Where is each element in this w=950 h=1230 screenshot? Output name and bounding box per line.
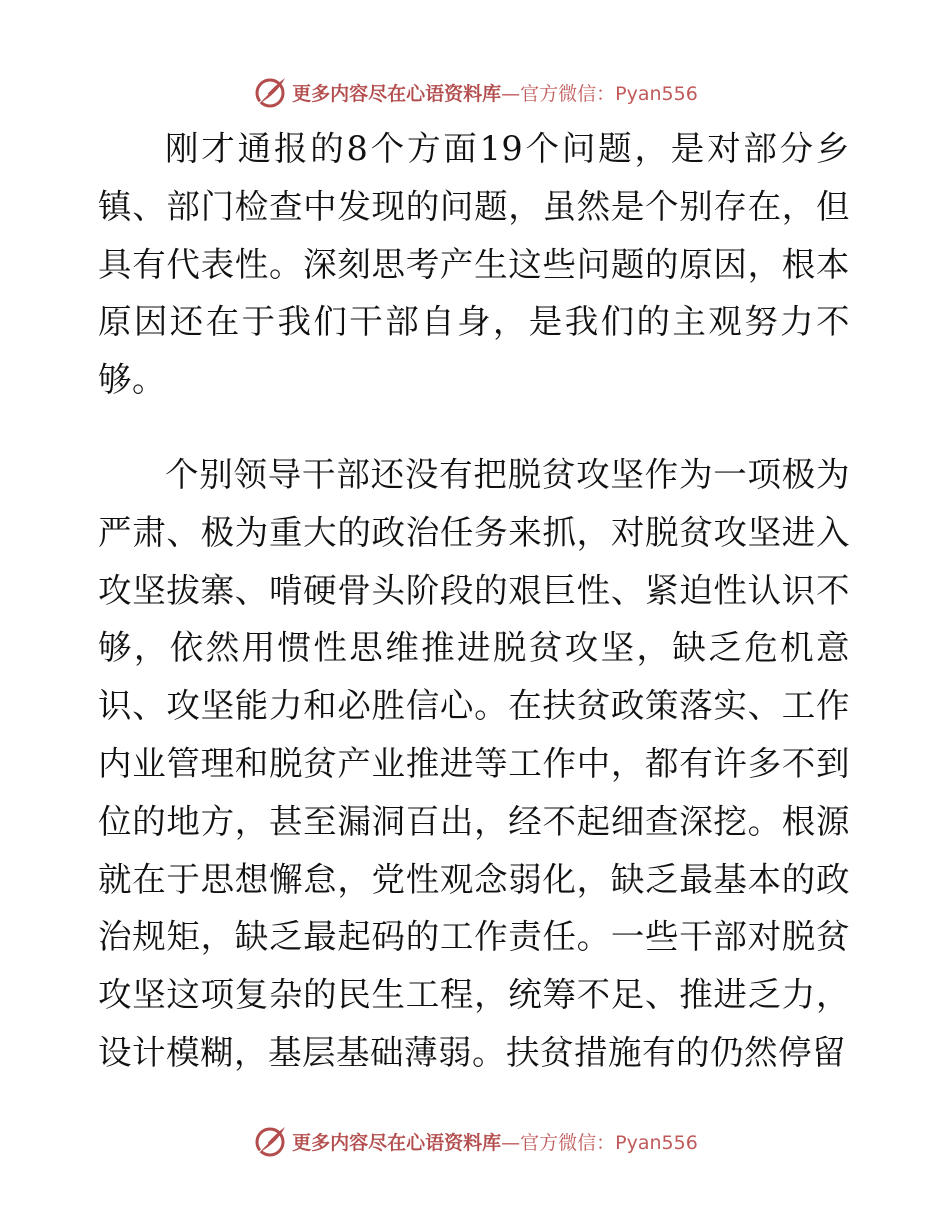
footer-contact: —官方微信：Pyan556	[501, 1131, 698, 1154]
header-contact: —官方微信：Pyan556	[501, 82, 698, 105]
footer-banner	[0, 1121, 950, 1161]
paragraph-1: 刚才通报的8个方面19个问题，是对部分乡镇、部门检查中发现的问题，虽然是个别存在，但具有代表性。深刻思考产生这些问题的原因，根本原因还在于我们干部自身，是我们的主观努力不够。	[98, 129, 850, 400]
quill-pen-logo-icon	[252, 1123, 288, 1159]
header-slogan: 更多内容尽在心语资料库	[292, 82, 502, 105]
header-banner	[0, 72, 950, 112]
paragraph-2: 个别领导干部还没有把脱贫攻坚作为一项极为严肃、极为重大的政治任务来抓，对脱贫攻坚进入攻坚拔寨、啃硬骨头阶段的艰巨性、紧迫性认识不够，依然用惯性思维推进脱贫攻坚，缺乏危机意识、攻坚能力和必胜信心。在扶贫政策落实、工作内业管理和脱贫产业推进等工作中，都有许多不到位的地方，甚至漏洞百出，经不起细查深挖。根源就在于思想懈怠，党性观念弱化，缺乏最基本的政治规矩，缺乏最起码的工作责任。一些干部对脱贫攻坚这项复杂的民生工程，统筹不足、推进乏力，设计模糊，基层基础薄弱。扶贫措施有的仍然停留	[98, 454, 850, 1072]
quill-pen-logo-icon	[252, 74, 288, 110]
document-body	[98, 120, 850, 1082]
footer-slogan: 更多内容尽在心语资料库	[292, 1131, 502, 1154]
